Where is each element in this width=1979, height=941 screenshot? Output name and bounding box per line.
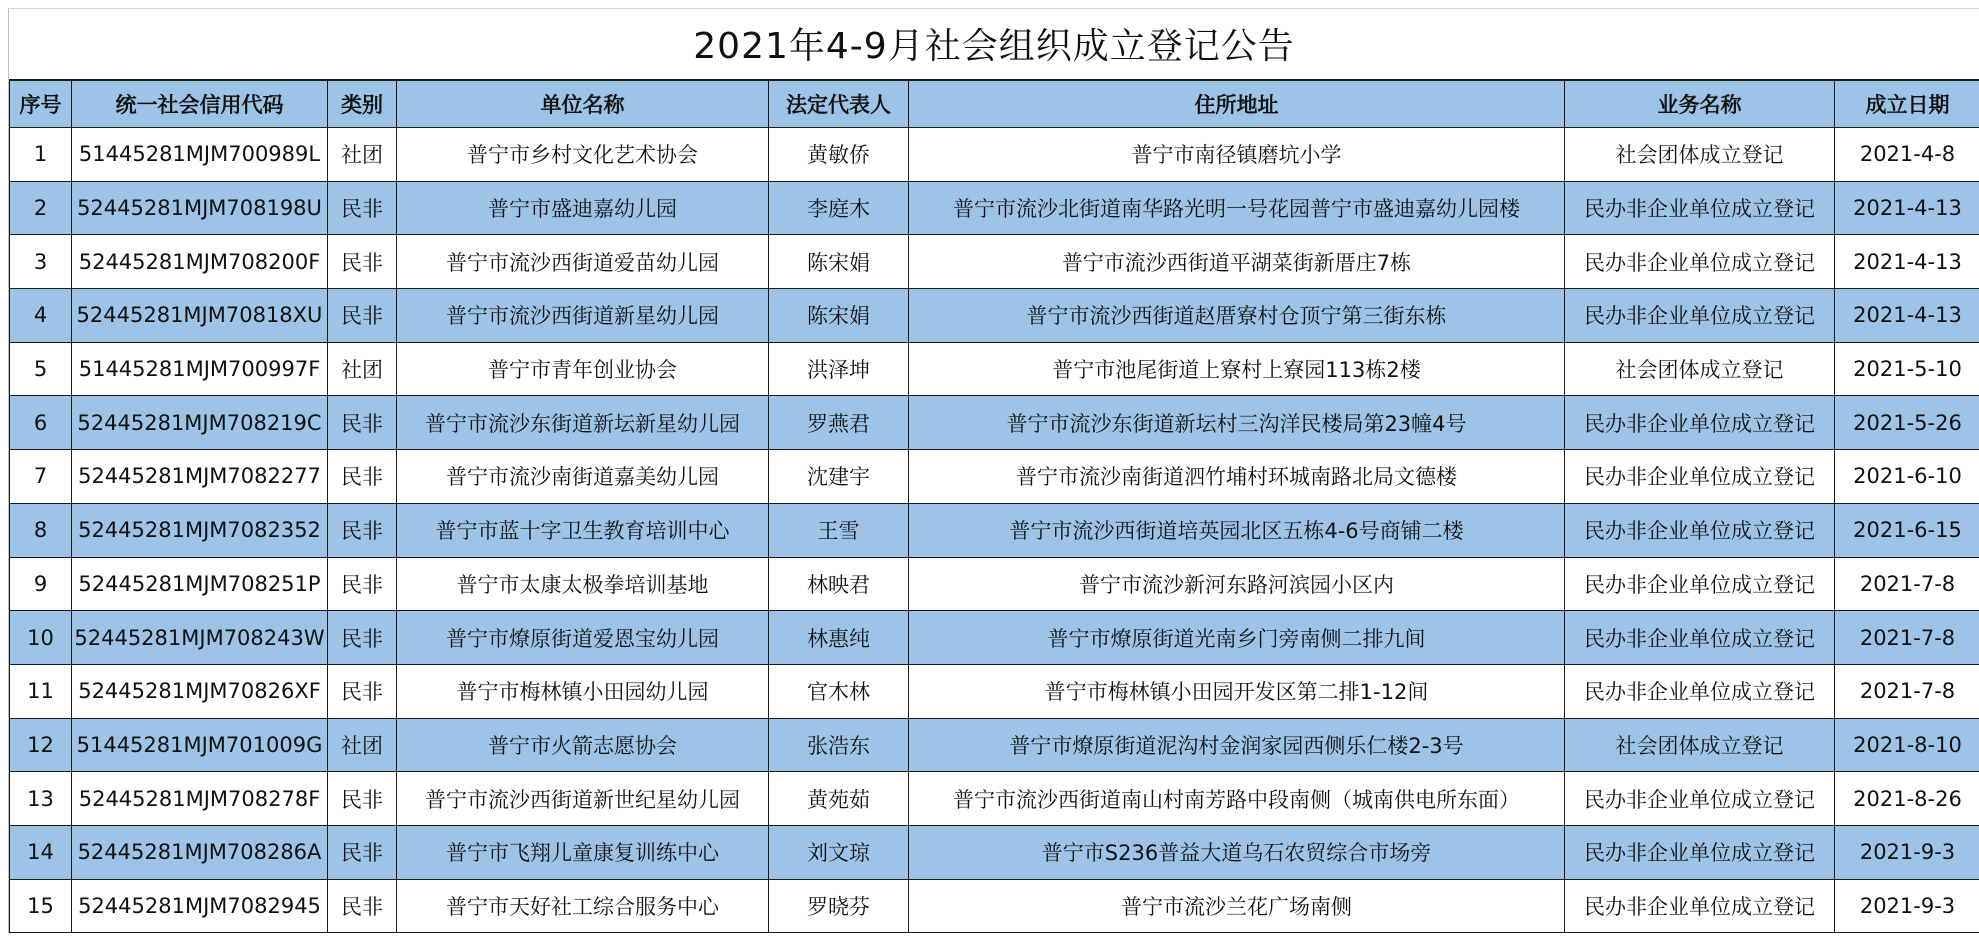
cell-category: 民非 [328, 289, 397, 343]
cell-legal-rep: 陈宋娟 [769, 235, 909, 289]
table-row [10, 289, 1979, 343]
cell-legal-rep: 林映君 [769, 557, 909, 611]
cell-credit-code: 52445281MJM708251P [72, 557, 328, 611]
cell-date: 2021-4-13 [1835, 289, 1979, 343]
cell-address: 普宁市梅林镇小田园开发区第二排1-12间 [909, 664, 1565, 718]
header-row [10, 81, 1979, 128]
cell-date: 2021-9-3 [1835, 879, 1979, 933]
cell-seq: 13 [10, 772, 72, 826]
cell-category: 民非 [328, 503, 397, 557]
table-body [10, 128, 1979, 933]
cell-business: 民办非企业单位成立登记 [1565, 557, 1835, 611]
cell-legal-rep: 刘文琼 [769, 825, 909, 879]
cell-legal-rep: 官木林 [769, 664, 909, 718]
table-row [10, 503, 1979, 557]
cell-credit-code: 52445281MJM70818XU [72, 289, 328, 343]
table-row [10, 181, 1979, 235]
cell-seq: 3 [10, 235, 72, 289]
cell-address: 普宁市流沙北街道南华路光明一号花园普宁市盛迪嘉幼儿园楼 [909, 181, 1565, 235]
cell-category: 民非 [328, 181, 397, 235]
table-row [10, 772, 1979, 826]
header-category: 类别 [328, 81, 397, 128]
cell-credit-code: 52445281MJM708198U [72, 181, 328, 235]
cell-category: 民非 [328, 611, 397, 665]
cell-credit-code: 51445281MJM700989L [72, 128, 328, 182]
cell-date: 2021-5-26 [1835, 396, 1979, 450]
table-row [10, 718, 1979, 772]
cell-legal-rep: 林惠纯 [769, 611, 909, 665]
cell-seq: 7 [10, 450, 72, 504]
cell-address: 普宁市S236普益大道乌石农贸综合市场旁 [909, 825, 1565, 879]
cell-legal-rep: 陈宋娟 [769, 289, 909, 343]
cell-credit-code: 52445281MJM708243W [72, 611, 328, 665]
cell-credit-code: 52445281MJM708278F [72, 772, 328, 826]
cell-legal-rep: 黄敏侨 [769, 128, 909, 182]
cell-seq: 1 [10, 128, 72, 182]
cell-business: 民办非企业单位成立登记 [1565, 235, 1835, 289]
cell-business: 社会团体成立登记 [1565, 128, 1835, 182]
table-row [10, 664, 1979, 718]
cell-address: 普宁市流沙西街道平湖菜街新厝庄7栋 [909, 235, 1565, 289]
table-row [10, 825, 1979, 879]
cell-seq: 8 [10, 503, 72, 557]
cell-org-name: 普宁市流沙东街道新坛新星幼儿园 [397, 396, 769, 450]
cell-date: 2021-6-15 [1835, 503, 1979, 557]
cell-org-name: 普宁市流沙西街道爱苗幼儿园 [397, 235, 769, 289]
cell-legal-rep: 罗晓芬 [769, 879, 909, 933]
cell-business: 民办非企业单位成立登记 [1565, 503, 1835, 557]
cell-category: 民非 [328, 235, 397, 289]
header-seq: 序号 [10, 81, 72, 128]
cell-address: 普宁市流沙东街道新坛村三沟洋民楼局第23幢4号 [909, 396, 1565, 450]
cell-address: 普宁市流沙兰花广场南侧 [909, 879, 1565, 933]
cell-credit-code: 52445281MJM708286A [72, 825, 328, 879]
table-row [10, 396, 1979, 450]
cell-credit-code: 52445281MJM70826XF [72, 664, 328, 718]
header-address: 住所地址 [909, 81, 1565, 128]
cell-credit-code: 52445281MJM708219C [72, 396, 328, 450]
cell-org-name: 普宁市燎原街道爱恩宝幼儿园 [397, 611, 769, 665]
cell-category: 民非 [328, 396, 397, 450]
cell-address: 普宁市流沙西街道培英园北区五栋4-6号商铺二楼 [909, 503, 1565, 557]
cell-business: 民办非企业单位成立登记 [1565, 181, 1835, 235]
cell-date: 2021-4-13 [1835, 181, 1979, 235]
table-row [10, 557, 1979, 611]
cell-org-name: 普宁市流沙南街道嘉美幼儿园 [397, 450, 769, 504]
cell-category: 社团 [328, 718, 397, 772]
cell-org-name: 普宁市飞翔儿童康复训练中心 [397, 825, 769, 879]
cell-org-name: 普宁市流沙西街道新星幼儿园 [397, 289, 769, 343]
cell-category: 民非 [328, 879, 397, 933]
cell-seq: 14 [10, 825, 72, 879]
header-business: 业务名称 [1565, 81, 1835, 128]
cell-business: 民办非企业单位成立登记 [1565, 825, 1835, 879]
table-row [10, 450, 1979, 504]
cell-date: 2021-8-26 [1835, 772, 1979, 826]
cell-address: 普宁市流沙新河东路河滨园小区内 [909, 557, 1565, 611]
cell-date: 2021-4-13 [1835, 235, 1979, 289]
cell-legal-rep: 黄苑茹 [769, 772, 909, 826]
cell-address: 普宁市燎原街道光南乡门旁南侧二排九间 [909, 611, 1565, 665]
page-title: 2021年4-9月社会组织成立登记公告 [9, 9, 1979, 80]
cell-business: 民办非企业单位成立登记 [1565, 611, 1835, 665]
cell-seq: 9 [10, 557, 72, 611]
table-row [10, 611, 1979, 665]
cell-address: 普宁市流沙西街道赵厝寮村仓顶宁第三街东栋 [909, 289, 1565, 343]
table-row [10, 879, 1979, 933]
cell-legal-rep: 王雪 [769, 503, 909, 557]
cell-credit-code: 52445281MJM7082945 [72, 879, 328, 933]
cell-seq: 6 [10, 396, 72, 450]
cell-business: 民办非企业单位成立登记 [1565, 450, 1835, 504]
header-org-name: 单位名称 [397, 81, 769, 128]
cell-category: 民非 [328, 825, 397, 879]
cell-business: 民办非企业单位成立登记 [1565, 772, 1835, 826]
header-date: 成立日期 [1835, 81, 1979, 128]
cell-org-name: 普宁市乡村文化艺术协会 [397, 128, 769, 182]
cell-category: 社团 [328, 342, 397, 396]
cell-seq: 11 [10, 664, 72, 718]
cell-legal-rep: 洪泽坤 [769, 342, 909, 396]
cell-category: 民非 [328, 664, 397, 718]
cell-date: 2021-6-10 [1835, 450, 1979, 504]
table-row [10, 235, 1979, 289]
cell-org-name: 普宁市流沙西街道新世纪星幼儿园 [397, 772, 769, 826]
cell-date: 2021-7-8 [1835, 557, 1979, 611]
cell-org-name: 普宁市太康太极拳培训基地 [397, 557, 769, 611]
cell-business: 社会团体成立登记 [1565, 342, 1835, 396]
cell-credit-code: 52445281MJM708200F [72, 235, 328, 289]
cell-category: 民非 [328, 557, 397, 611]
cell-address: 普宁市池尾街道上寮村上寮园113栋2楼 [909, 342, 1565, 396]
cell-seq: 10 [10, 611, 72, 665]
cell-legal-rep: 罗燕君 [769, 396, 909, 450]
cell-legal-rep: 沈建宇 [769, 450, 909, 504]
cell-seq: 4 [10, 289, 72, 343]
cell-date: 2021-7-8 [1835, 611, 1979, 665]
cell-org-name: 普宁市火箭志愿协会 [397, 718, 769, 772]
cell-business: 民办非企业单位成立登记 [1565, 289, 1835, 343]
cell-business: 社会团体成立登记 [1565, 718, 1835, 772]
cell-business: 民办非企业单位成立登记 [1565, 664, 1835, 718]
cell-category: 民非 [328, 772, 397, 826]
spreadsheet-sheet [8, 8, 1979, 933]
cell-seq: 2 [10, 181, 72, 235]
table-row [10, 342, 1979, 396]
cell-legal-rep: 李庭木 [769, 181, 909, 235]
cell-org-name: 普宁市蓝十字卫生教育培训中心 [397, 503, 769, 557]
cell-credit-code: 52445281MJM7082277 [72, 450, 328, 504]
cell-business: 民办非企业单位成立登记 [1565, 396, 1835, 450]
cell-date: 2021-5-10 [1835, 342, 1979, 396]
cell-date: 2021-9-3 [1835, 825, 1979, 879]
cell-credit-code: 51445281MJM701009G [72, 718, 328, 772]
table-row [10, 128, 1979, 182]
cell-legal-rep: 张浩东 [769, 718, 909, 772]
registration-table [9, 80, 1979, 933]
cell-credit-code: 51445281MJM700997F [72, 342, 328, 396]
cell-business: 民办非企业单位成立登记 [1565, 879, 1835, 933]
cell-date: 2021-4-8 [1835, 128, 1979, 182]
cell-category: 民非 [328, 450, 397, 504]
cell-org-name: 普宁市梅林镇小田园幼儿园 [397, 664, 769, 718]
header-legal-rep: 法定代表人 [769, 81, 909, 128]
cell-category: 社团 [328, 128, 397, 182]
cell-date: 2021-8-10 [1835, 718, 1979, 772]
cell-address: 普宁市流沙南街道泗竹埔村环城南路北局文德楼 [909, 450, 1565, 504]
cell-address: 普宁市燎原街道泥沟村金润家园西侧乐仁楼2-3号 [909, 718, 1565, 772]
cell-address: 普宁市流沙西街道南山村南芳路中段南侧（城南供电所东面） [909, 772, 1565, 826]
cell-address: 普宁市南径镇磨坑小学 [909, 128, 1565, 182]
cell-seq: 12 [10, 718, 72, 772]
cell-seq: 15 [10, 879, 72, 933]
cell-org-name: 普宁市天好社工综合服务中心 [397, 879, 769, 933]
cell-org-name: 普宁市青年创业协会 [397, 342, 769, 396]
cell-seq: 5 [10, 342, 72, 396]
header-credit-code: 统一社会信用代码 [72, 81, 328, 128]
cell-date: 2021-7-8 [1835, 664, 1979, 718]
cell-credit-code: 52445281MJM7082352 [72, 503, 328, 557]
cell-org-name: 普宁市盛迪嘉幼儿园 [397, 181, 769, 235]
